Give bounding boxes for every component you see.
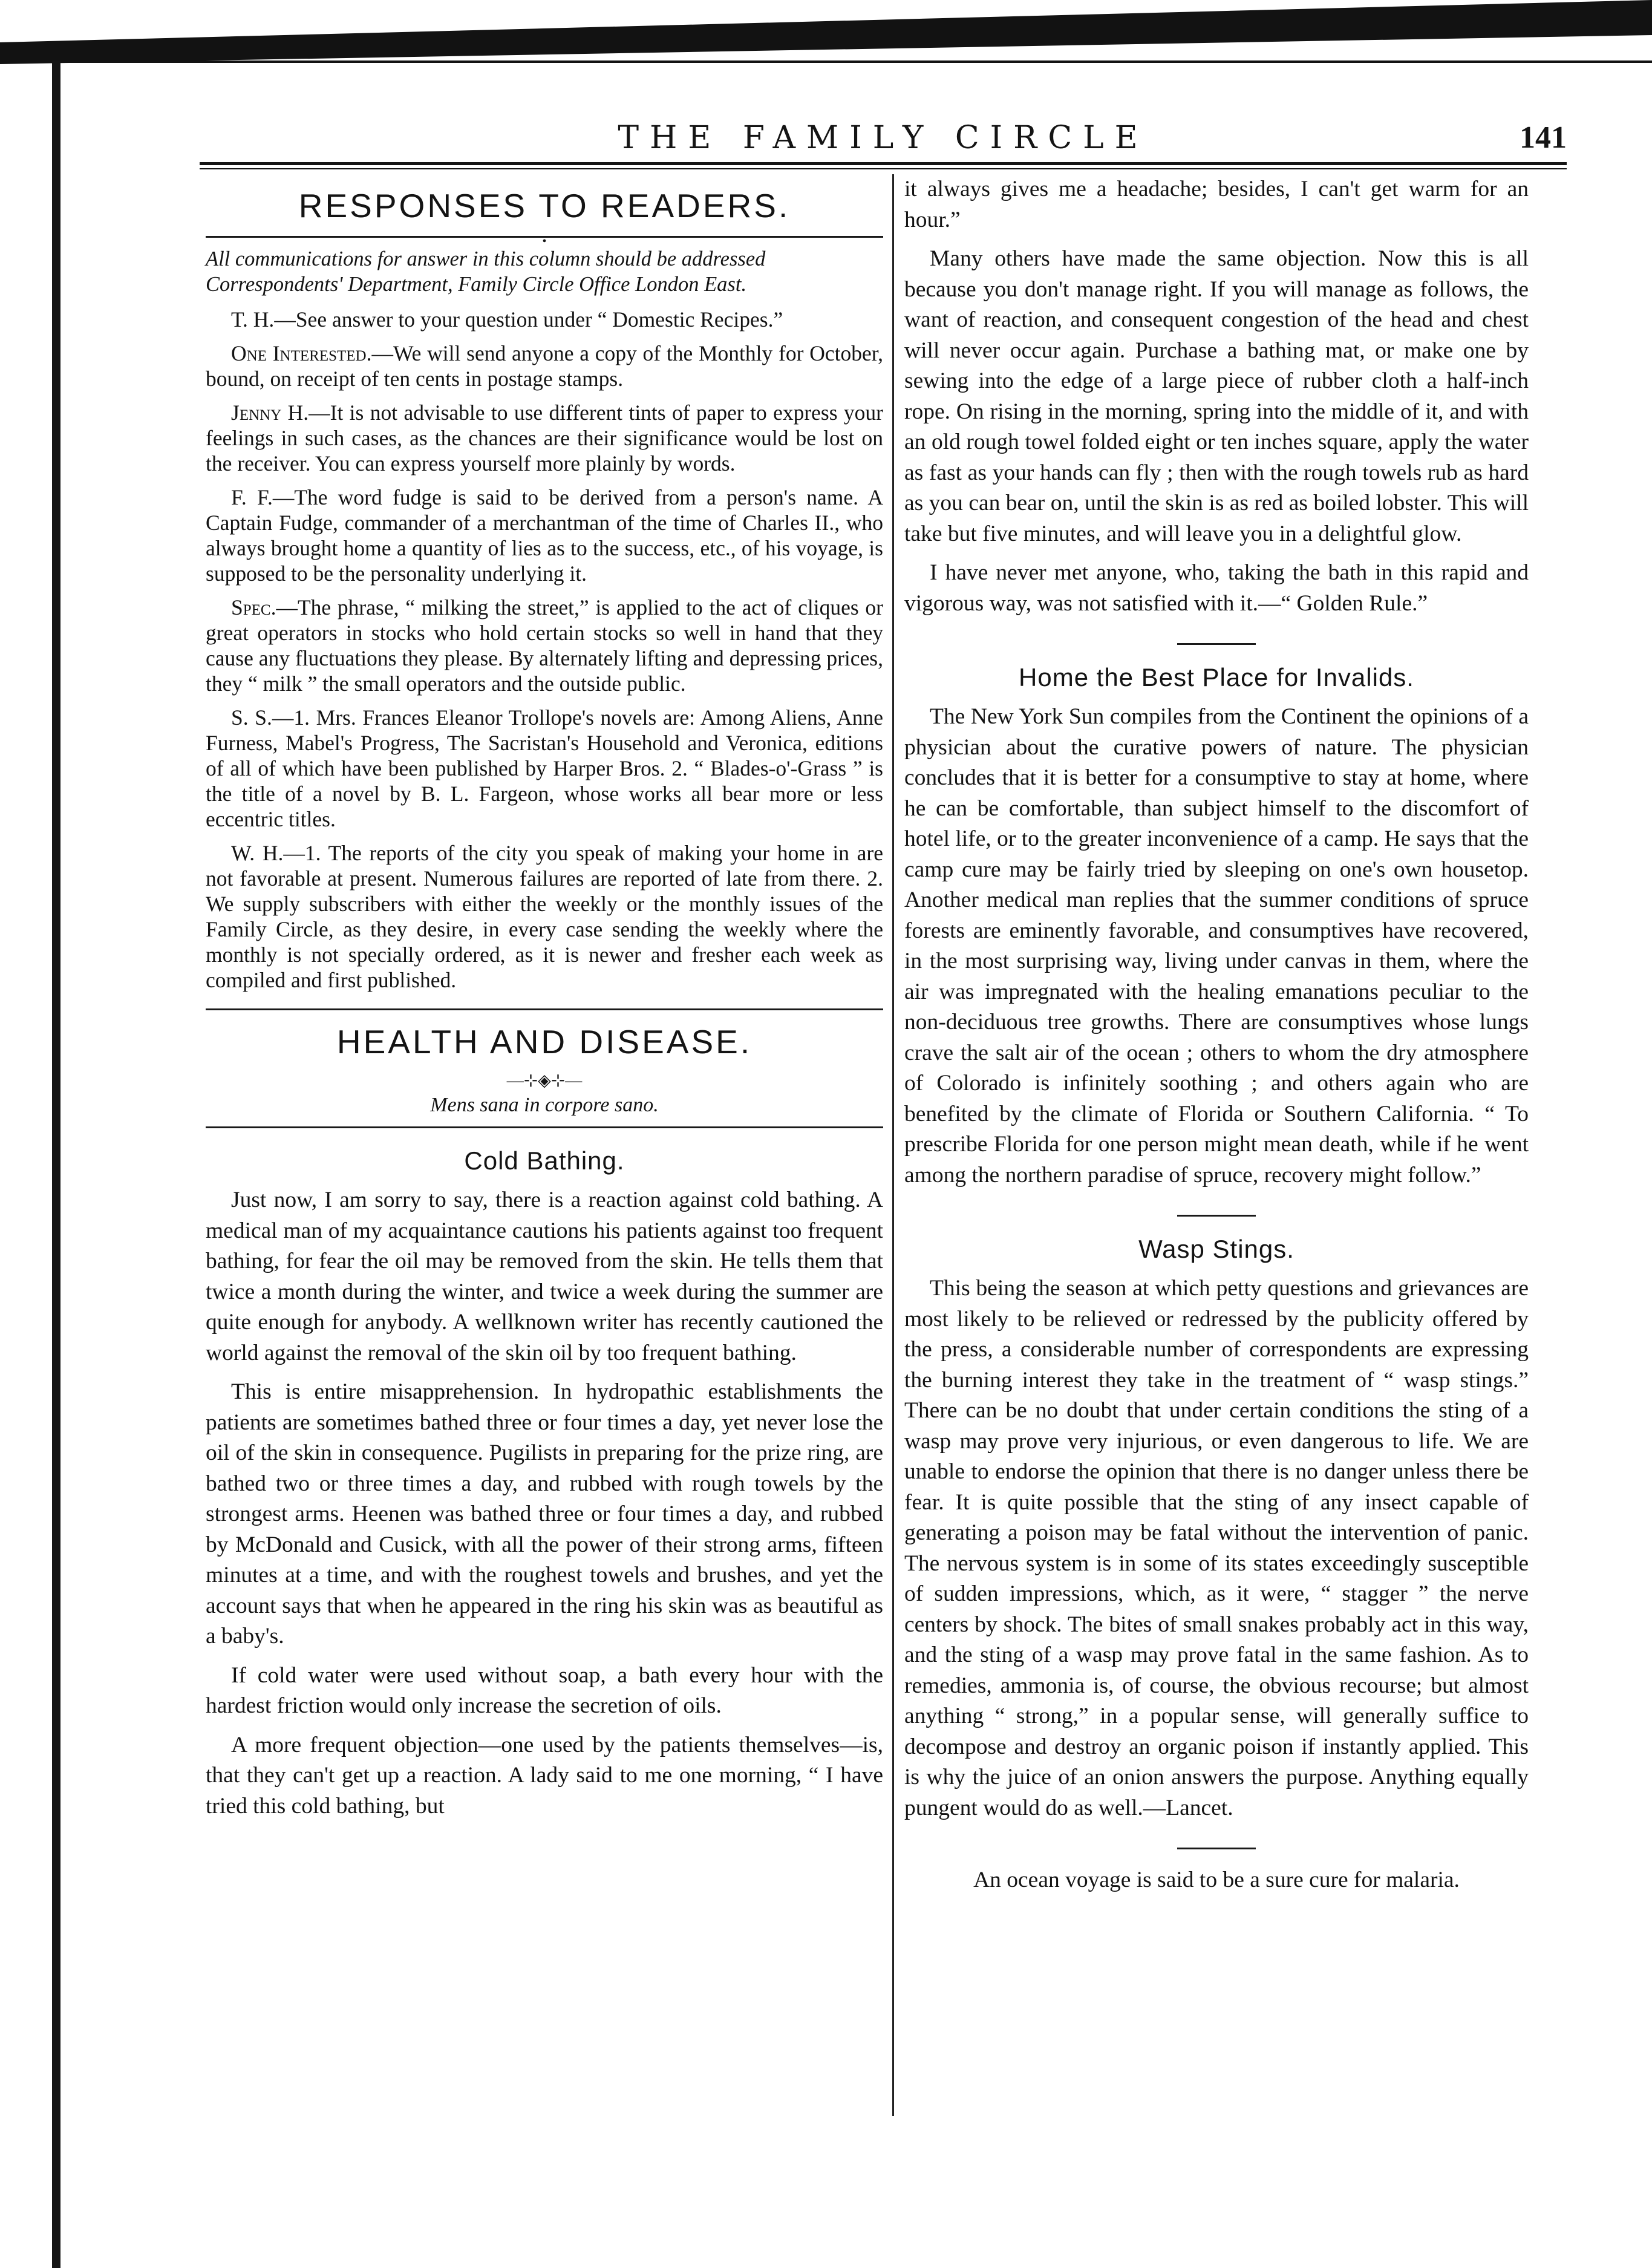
cold-bathing-article: [206, 1185, 883, 1822]
response-lead: Spec.: [231, 595, 276, 619]
closing-note: An ocean voyage is said to be a sure cure for malaria.: [973, 1868, 1460, 1892]
response-item: [206, 485, 883, 586]
article-separator: [1177, 643, 1256, 645]
response-text: —See answer to your question under “ Domestic Recipes.”: [274, 307, 783, 332]
wasp-article: [904, 1273, 1529, 1823]
left-margin-rule: [52, 60, 60, 2268]
header-rule-thick: [200, 162, 1567, 165]
column-divider: [892, 174, 894, 2116]
response-item: [206, 595, 883, 696]
article-paragraph: A more frequent objection—one used by the patients themselves—is, that they can't get up a reaction. A lady said to me one morning, “ I have tried this cold bathing, but: [206, 1732, 883, 1819]
article-paragraph: If cold water were used without soap, a bath every hour with the hardest friction would only increase the secretion of oils.: [206, 1662, 883, 1718]
ornament-divider: —⊹◈⊹—: [506, 1071, 583, 1090]
article-paragraph: This is entire misapprehension. In hydropathic establishments the patients are sometimes bathed three or four times a day, yet never lose the oil of the skin in consequence. Pugilists in preparing for the prize ring, are bathed two or three times a day, and rubbed with rough towels by the strongest arms. Heenen was bathed three or four times a day, and rubbed by McDonald and Cusick, with all the power of their strong arms, fifteen minutes at a time, and with the roughest towels and brushes, and yet the account says that when he appeared in the ring his skin was as beautiful as a baby's.: [206, 1379, 883, 1649]
closing-note-block: [904, 1865, 1529, 1896]
publication-title: THE FAMILY CIRCLE: [618, 120, 1149, 156]
response-lead: S. S.: [231, 705, 272, 730]
running-head: [200, 120, 1567, 162]
responses-section: [206, 246, 883, 993]
cold-bathing-continued: [904, 174, 1529, 619]
health-heading: HEALTH AND DISEASE.: [336, 1023, 753, 1060]
article-paragraph: This being the season at which petty questions and grievances are most likely to be relieved or redressed by the publicity offered by the press, a considerable number of correspondents are expressing the burning interest they take in the treatment of “ wasp stings.” There can be no doubt that under certain conditions the sting of a wasp may prove very injurious, or even dangerous to life. We are unable to endorse the opinion that there is no danger unless there be fear. It is quite possible that the sting of any insect capable of generating a poison may be fatal without the intervention of panic. The nervous system is in some of its states exceedingly susceptible of sudden impressions, which, as it were, “ stagger ” the nerve centers by shock. The bites of small snakes probably act in this way, and the sting of a wasp may prove fatal in the same fashion. As to remedies, ammonia is, of course, the obvious recourse; but almost anything “ strong,” in a popular sense, will generally suffice to decompose and destroy an organic poison if instantly applied. This is why the juice of an onion answers the purpose. Anything equally pungent would do as well.—Lancet.: [904, 1276, 1529, 1820]
response-text: —1. Mrs. Frances Eleanor Trollope's novels are: Among Aliens, Anne Furness, Mabel's Progress, The Sacristan's Household and Veronica, editions of all of which have been published by Harper Bros. 2. “ Blades-o'-Grass ” is the title of a novel by B. L. Fargeon, whose works all bear more or less eccentric titles.: [206, 705, 883, 831]
responses-note: All communications for answer in this column should be addressed Correspondents' Department, Family Circle Office London East.: [206, 247, 766, 296]
response-text: —The word fudge is said to be derived from a person's name. A Captain Fudge, commander of a merchantman of the time of Charles II., who always brought home a quantity of lies as to the success, etc., of his voyage, is supposed to be the personality underlying it.: [206, 485, 883, 586]
article-separator: [1177, 1848, 1256, 1849]
response-lead: W. H.: [231, 841, 284, 865]
health-motto: Mens sana in corpore sano.: [430, 1094, 659, 1116]
response-text: —It is not advisable to use different tints of paper to express your feelings in such cases, as the chances are their significance would be lost on the receiver. You can express yourself more plainly by words.: [206, 400, 883, 475]
page-number: 141: [1520, 120, 1567, 155]
page-top-border: [0, 0, 1652, 68]
responses-heading: RESPONSES TO READERS.: [298, 187, 791, 224]
article-title-invalids: Home the Best Place for Invalids.: [1019, 663, 1414, 691]
invalids-article: [904, 702, 1529, 1191]
response-item: [206, 705, 883, 832]
article-title-cold-bathing: Cold Bathing.: [464, 1146, 625, 1175]
response-lead: One Interested.: [231, 341, 372, 365]
response-lead: T. H.: [231, 307, 275, 332]
header-rule-thin: [200, 168, 1567, 169]
response-text: —1. The reports of the city you speak of making your home in are not favorable at present. Numerous failures are reported of late from there. 2. We supply subscribers with either the weekly or the monthly issues of the Family Circle, as they desire, in every case sending the weekly where the monthly is not specially ordered, as it is newer and fresher each week as compiled and first published.: [206, 841, 883, 992]
article-title-wasp-stings: Wasp Stings.: [1138, 1235, 1295, 1263]
left-column: [206, 174, 883, 1830]
response-text: —We will send anyone a copy of the Monthly for October, bound, on receipt of ten cents in postage stamps.: [206, 341, 883, 391]
response-item: [206, 307, 883, 332]
rule-dot: •: [542, 235, 547, 248]
article-paragraph: it always gives me a headache; besides, I can't get warm for an hour.”: [904, 177, 1529, 232]
right-column: [904, 174, 1529, 1904]
section-rule: [206, 1126, 883, 1128]
article-paragraph: The New York Sun compiles from the Continent the opinions of a physician about the curative powers of nature. The physician concludes that it is better for a consumptive to stay at home, where he can be comfortable, than subject himself to the discomfort of hotel life, or to the greater inconvenience of a camp. He says that the camp cure may be fairly tried by sleeping on one's own housetop. Another medical man replies that the summer conditions of spruce forests are eminently favorable, and consumptives have recovered, in the most surprising way, living under canvas in them, where the air was impregnated with the healing emanations peculiar to the non-deciduous tree growths. There are consumptives whose lungs crave the salt air of the ocean ; others to whom the dry atmosphere of Colorado is infinitely soothing ; and others again who are benefited by the climate of Florida or Southern California. “ To prescribe Florida for one person might mean death, while if he went among the northern paradise of spruce, recovery might follow.”: [904, 704, 1529, 1188]
response-lead: F. F.: [231, 485, 273, 509]
response-text: —The phrase, “ milking the street,” is applied to the act of cliques or great operators in stocks who hold certain stocks so well in hand that they cause any fluctuations they please. By alternately lifting and depressing prices, they “ milk ” the small operators and the outside public.: [206, 595, 883, 696]
article-paragraph: Many others have made the same objection. Now this is all because you don't manage right. If you will manage as follows, the want of reaction, and consequent congestion of the head and chest will never occur again. Purchase a bathing mat, or make one by sewing into the edge of a large piece of rubber cloth a half-inch rope. On rising in the morning, spring into the middle of it, and with an old rough towel folded eight or ten inches square, apply the water as fast as your hands can fly ; then with the rough towels rub as hard as you can bear on, until the skin is as red as boiled lobster. This will take but five minutes, and will leave you in a delightful glow.: [904, 246, 1529, 546]
article-paragraph: Just now, I am sorry to say, there is a reaction against cold bathing. A medical man of my acquaintance cautions his patients against too frequent bathing, for fear the oil may be removed from the skin. He tells them that twice a month during the winter, and twice a week during the summer are quite enough for anybody. A wellknown writer has recently cautioned the world against the removal of the skin oil by too frequent bathing.: [206, 1188, 883, 1365]
response-lead: Jenny H.: [231, 400, 309, 425]
response-item: [206, 400, 883, 476]
response-item: [206, 341, 883, 391]
article-separator: [1177, 1215, 1256, 1217]
article-paragraph: I have never met anyone, who, taking the bath in this rapid and vigorous way, was not satisfied with it.—“ Golden Rule.”: [904, 560, 1529, 616]
section-rule: [206, 1008, 883, 1010]
response-item: [206, 840, 883, 993]
